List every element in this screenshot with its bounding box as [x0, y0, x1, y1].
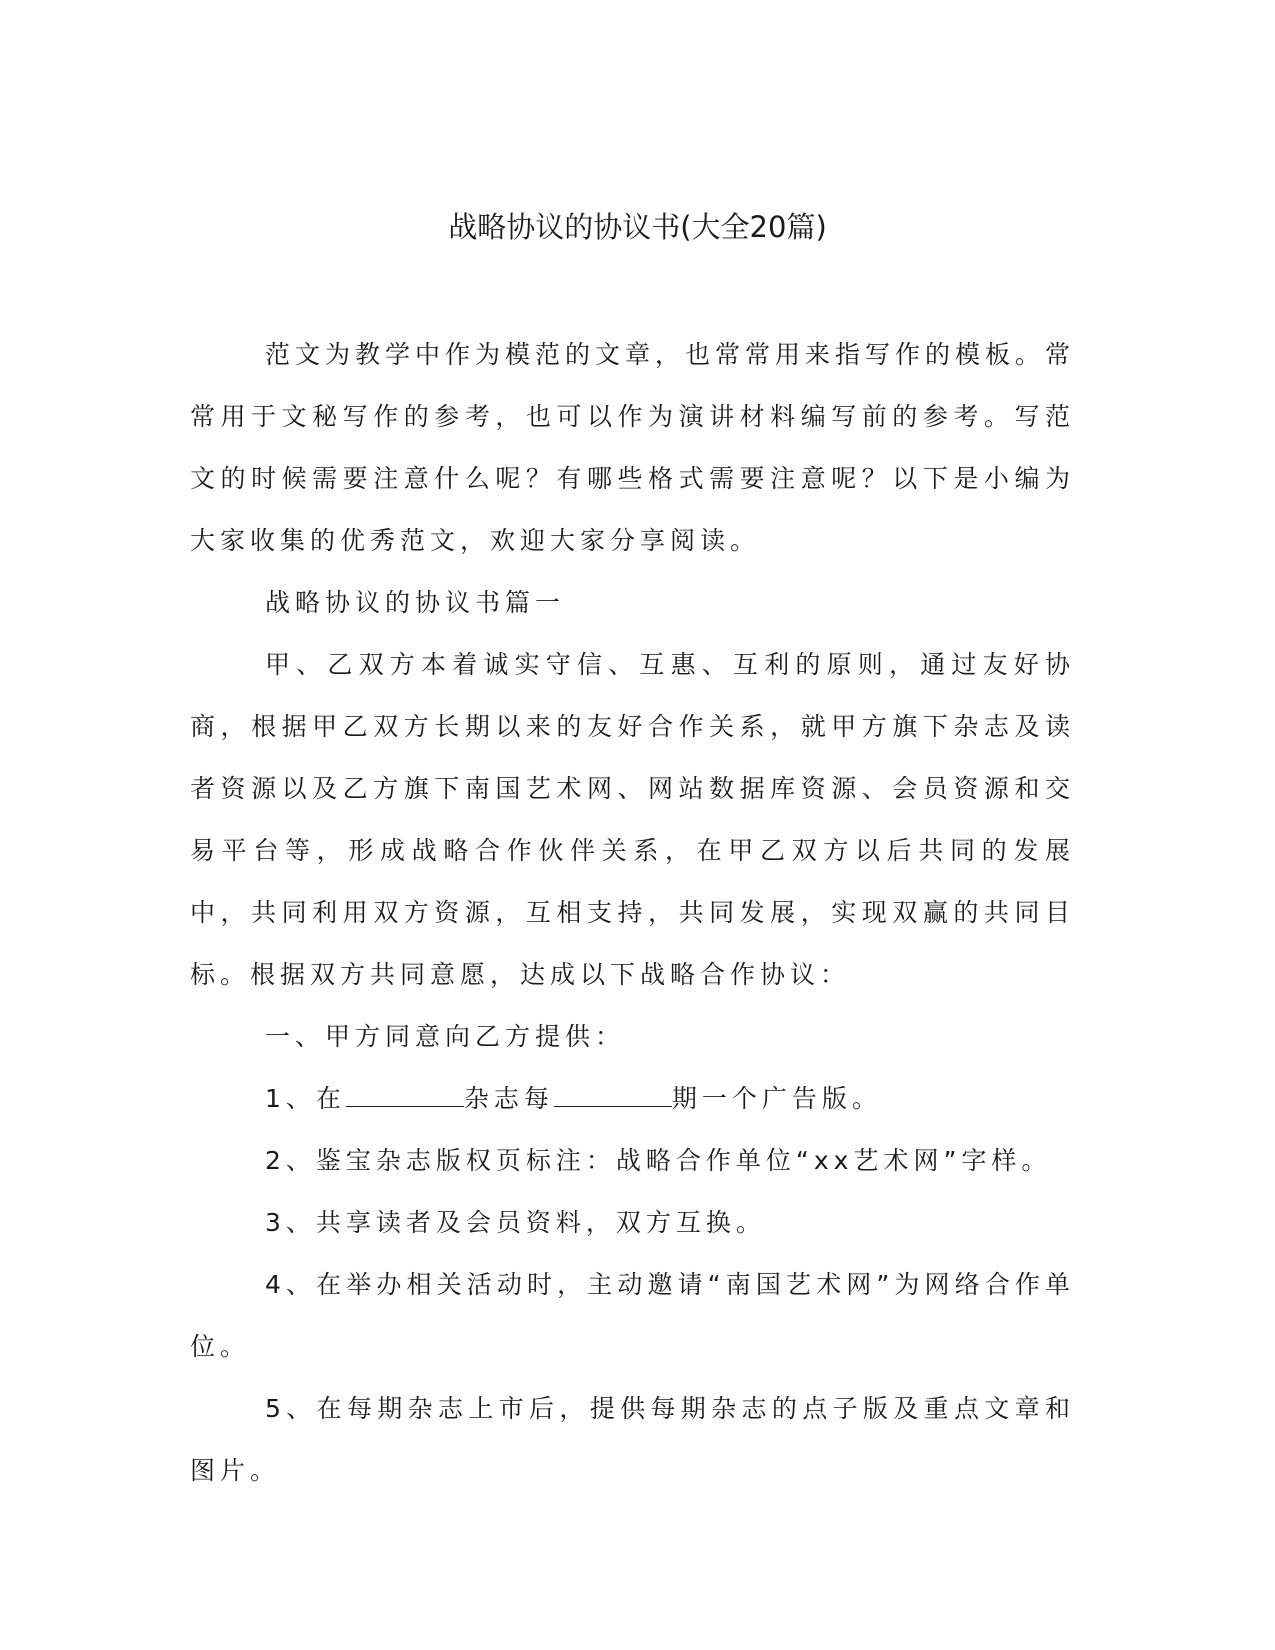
section-heading: 战略协议的协议书篇一	[265, 588, 566, 617]
preamble-paragraph: 甲、乙双方本着诚实守信、互惠、互利的原则，通过友好协商，根据甲乙双方长期以来的友好合作关系，就甲方旗下杂志及读者资源以及乙方旗下南国艺术网、网站数据库资源、会员资源和交易平台等，形成战略合作伙伴关系，在甲乙双方以后共同的发展中，共同利用双方资源，互相支持，共同发展，实现双赢的共同目标。根据双方共同意愿，达成以下战略合作协议：	[190, 650, 1075, 989]
list-item-1-suffix: 期一个广告版。	[671, 1084, 882, 1113]
fill-in-blank	[346, 1082, 464, 1107]
list-item-1-middle: 杂志每	[463, 1084, 554, 1113]
document-body	[190, 324, 1075, 1502]
list-item-1	[190, 1068, 1075, 1130]
list-item-2: 2、鉴宝杂志版权页标注：战略合作单位“xx艺术网”字样。	[265, 1146, 1052, 1175]
fill-in-blank	[554, 1082, 672, 1107]
list-item-1-prefix: 1、在	[265, 1084, 346, 1113]
document-title: 战略协议的协议书(大全20篇)	[448, 210, 827, 244]
list-item-4: 4、在举办相关活动时，主动邀请“南国艺术网”为网络合作单位。	[190, 1270, 1075, 1361]
intro-paragraph: 范文为教学中作为模范的文章，也常常用来指写作的模板。常常用于文秘写作的参考，也可以作为演讲材料编写前的参考。写范文的时候需要注意什么呢？有哪些格式需要注意呢？以下是小编为大家收集的优秀范文，欢迎大家分享阅读。	[190, 340, 1076, 555]
clause-heading: 一、甲方同意向乙方提供：	[265, 1022, 626, 1051]
list-item-3: 3、共享读者及会员资料，双方互换。	[265, 1208, 766, 1237]
list-item-5: 5、在每期杂志上市后，提供每期杂志的点子版及重点文章和图片。	[190, 1394, 1075, 1485]
